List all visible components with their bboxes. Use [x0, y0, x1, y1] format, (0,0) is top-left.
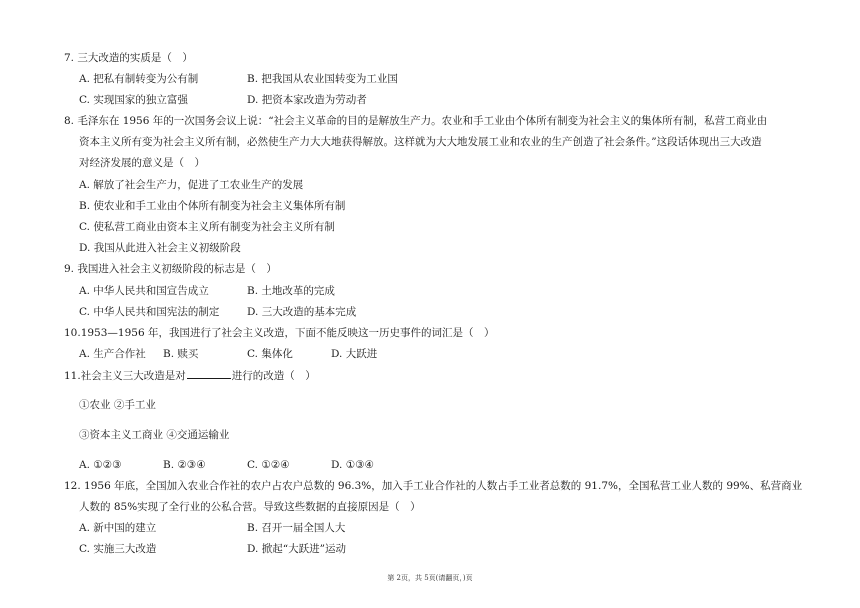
page-footer: 第 2页，共 5页(请翻页，)页: [387, 574, 473, 582]
question-9-option-a: A. 中华人民共和国宣告成立: [79, 285, 209, 297]
question-7-option-d: D. 把资本家改造为劳动者: [247, 94, 367, 106]
question-9-stem: 9. 我国进入社会主义初级阶段的标志是（ ）: [64, 263, 277, 275]
question-11-option-a: A. ①②③: [79, 459, 122, 471]
question-11-item-row-2: ③资本主义工商业 ④交通运输业: [79, 429, 230, 441]
question-11-stem: [64, 368, 316, 383]
question-12-option-b: B. 召开一届全国人大: [247, 522, 346, 534]
question-8-stem-line-1: 8. 毛泽东在 1956 年的一次国务会议上说：“社会主义革命的目的是解放生产力。农业和手工业由个体所有制变为社会主义的集体所有制，私营工商业由: [64, 115, 768, 127]
question-12-option-a: A. 新中国的建立: [79, 522, 157, 534]
question-11-stem-prefix: 11.社会主义三大改造是对: [64, 370, 186, 382]
question-8-option-b: B. 使农业和手工业由个体所有制变为社会主义集体所有制: [79, 200, 346, 212]
fill-in-blank: [187, 368, 231, 379]
question-8-option-d: D. 我国从此进入社会主义初级阶段: [79, 242, 241, 254]
question-10-option-b: B. 赎买: [163, 348, 199, 360]
question-9-option-b: B. 土地改革的完成: [247, 285, 335, 297]
question-8-option-a: A. 解放了社会生产力，促进了工农业生产的发展: [79, 179, 304, 191]
question-12-option-d: D. 掀起“大跃进”运动: [247, 543, 346, 555]
question-7-stem: 7. 三大改造的实质是（ ）: [64, 52, 193, 64]
question-8-stem-line-2: 资本主义所有变为社会主义所有制，必然使生产力大大地获得解放。这样就为大大地发展工业和农业的生产创造了社会条件。”这段话体现出三大改造: [79, 136, 762, 148]
question-9-option-d: D. 三大改造的基本完成: [247, 306, 357, 318]
question-12-stem-line-2: 人数的 85%实现了全行业的公私合营。导致这些数据的直接原因是（ ）: [79, 501, 421, 513]
question-7-option-c: C. 实现国家的独立富强: [79, 94, 188, 106]
question-10-stem: 10.1953—1956 年，我国进行了社会主义改造，下面不能反映这一历史事件的词汇是（ ）: [64, 327, 495, 339]
question-12-option-c: C. 实施三大改造: [79, 543, 157, 555]
question-10-option-c: C. 集体化: [247, 348, 293, 360]
question-12-stem-line-1: 12. 1956 年底，全国加入农业合作社的农户占农户总数的 96.3%，加入手工业合作社的人数占手工业者总数的 91.7%，全国私营工业人数的 99%、私营商业: [64, 480, 803, 492]
question-9-option-c: C. 中华人民共和国宪法的制定: [79, 306, 220, 318]
question-11-stem-suffix: 进行的改造（ ）: [231, 370, 316, 382]
question-8-option-c: C. 使私营工商业由资本主义所有制变为社会主义所有制: [79, 221, 335, 233]
question-7-option-b: B. 把我国从农业国转变为工业国: [247, 73, 398, 85]
question-10-option-d: D. 大跃进: [331, 348, 378, 360]
question-11-option-d: D. ①③④: [331, 459, 374, 471]
question-8-stem-line-3: 对经济发展的意义是（ ）: [79, 157, 205, 169]
question-11-option-b: B. ②③④: [163, 459, 206, 471]
question-11-item-row-1: ①农业 ②手工业: [79, 399, 156, 411]
question-11-option-c: C. ①②④: [247, 459, 290, 471]
question-10-option-a: A. 生产合作社: [79, 348, 146, 360]
question-7-option-a: A. 把私有制转变为公有制: [79, 73, 199, 85]
